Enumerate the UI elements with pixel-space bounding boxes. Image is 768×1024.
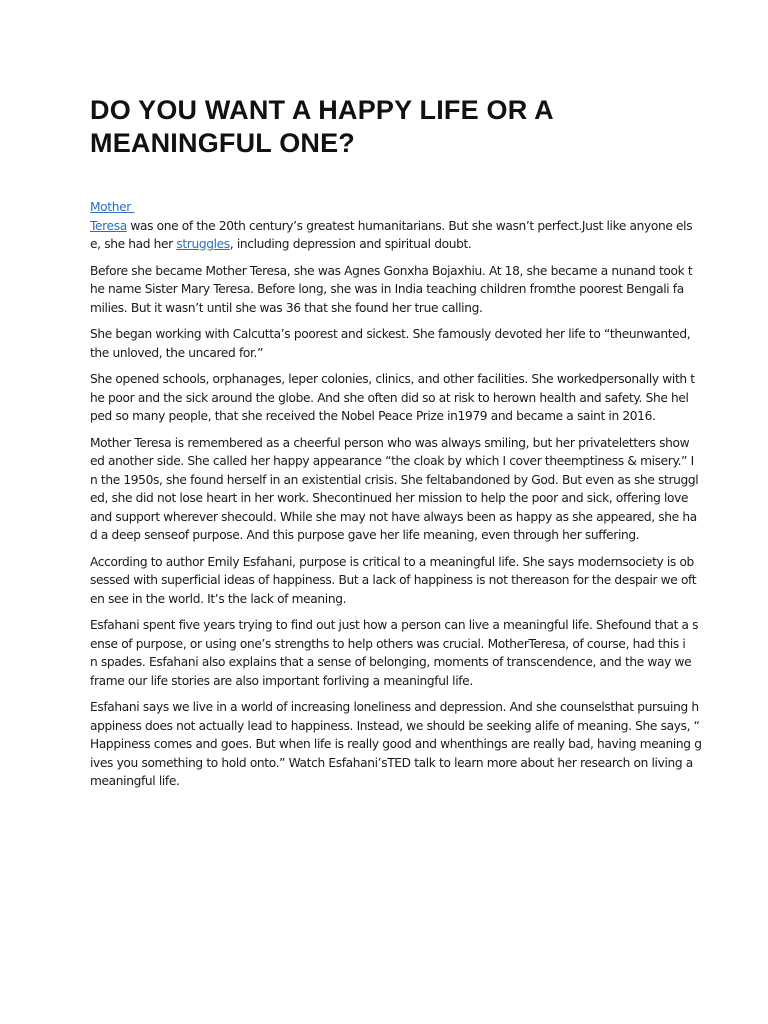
title-line: MEANINGFUL ONE? [90, 128, 355, 158]
paragraph [90, 262, 693, 318]
text-line [90, 235, 690, 254]
paragraph [90, 698, 702, 791]
text-line [90, 672, 690, 691]
text-line [90, 653, 690, 672]
text-line [90, 508, 697, 527]
text-run: he name Sister Mary Teresa. Before long, she was in India teaching children fromthe poorest Bengali fa [90, 282, 684, 296]
hyperlink[interactable]: struggles [176, 237, 230, 251]
text-run: frame our life stories are also important forliving a meaningful life. [90, 673, 473, 688]
page-title [90, 94, 554, 160]
text-line [90, 735, 702, 754]
text-line [90, 280, 690, 299]
text-run: ped so many people, that she received the Nobel Peace Prize in1979 and became a saint in 2016. [90, 409, 656, 423]
text-run: appiness does not actually lead to happiness. Instead, we should be seeking alife of meaning. She says, “ [90, 718, 700, 733]
text-line [90, 452, 694, 471]
text-line [90, 370, 695, 389]
text-line [90, 754, 693, 773]
text-run: ense of purpose, or using one’s strengths to help others was crucial. MotherTeresa, of course, had this i [90, 636, 686, 651]
text-line [90, 717, 700, 736]
paragraph [90, 325, 690, 362]
text-run: ives you something to hold onto.” Watch Esfahani’sTED talk to learn more about her research on living a [90, 755, 693, 770]
text-run: ed, she did not lose heart in her work. Shecontinued her mission to help the poor and sick, offering love [90, 491, 689, 505]
text-run: Before she became Mother Teresa, she was Agnes Gonxha Bojaxhiu. At 18, she became a nunand took t [90, 263, 693, 278]
text-run: n the 1950s, she found herself in an existential crisis. She feltabandoned by God. But even as she struggl [90, 472, 699, 487]
text-line [90, 471, 699, 490]
text-run: en see in the world. It’s the lack of meaning. [90, 591, 347, 606]
text-line [90, 344, 690, 363]
text-run: d a deep senseof purpose. And this purpose gave her life meaning, even through her suffering. [90, 528, 640, 542]
paragraph [90, 370, 695, 426]
text-line [90, 262, 693, 281]
text-run: Esfahani spent five years trying to find out just how a person can live a meaningful life. Shefound that a s [90, 618, 699, 632]
text-line [90, 389, 690, 408]
text-run: n spades. Esfahani also explains that a sense of belonging, moments of transcendence, and the way we [90, 655, 692, 669]
text-run: Happiness comes and goes. But when life is really good and whenthings are really bad, having meaning g [90, 737, 702, 751]
text-line [90, 526, 690, 545]
text-line [90, 698, 699, 717]
text-run: Mother Teresa is remembered as a cheerful person who was always smiling, but her privateletters show [90, 435, 690, 450]
text-run: meaningful life. [90, 774, 180, 788]
paragraph [90, 434, 699, 545]
text-run: he poor and the sick around the globe. And she often did so at risk to herown health and safety. She hel [90, 390, 689, 405]
text-line [90, 434, 690, 453]
text-run: ed another side. She called her happy appearance “the cloak by which I cover theemptiness & misery.” I [90, 454, 694, 468]
hyperlink[interactable]: Teresa [90, 218, 127, 233]
text-run: milies. But it wasn’t until she was 36 that she found her true calling. [90, 300, 483, 315]
title-line: DO YOU WANT A HAPPY LIFE OR A [90, 95, 554, 125]
text-run: She opened schools, orphanages, leper colonies, clinics, and other facilities. She workedpersonally with t [90, 372, 695, 386]
text-line [90, 299, 690, 318]
hyperlink[interactable]: Mother [90, 200, 135, 214]
text-line [90, 616, 699, 635]
text-run: According to author Emily Esfahani, purpose is critical to a meaningful life. She says modernsociety is ob [90, 554, 694, 569]
text-line [90, 772, 690, 791]
paragraph [90, 616, 699, 690]
text-line [90, 489, 690, 508]
text-run: She began working with Calcutta’s poorest and sickest. She famously devoted her life to “theunwanted, [90, 327, 691, 341]
text-line [90, 407, 690, 426]
text-line [90, 571, 697, 590]
paragraph [90, 198, 693, 254]
text-run: e, she had her [90, 237, 177, 251]
text-line [90, 198, 690, 217]
text-run: and support wherever shecould. While she may not have always been as happy as she appeared, she ha [90, 509, 697, 524]
text-run: , including depression and spiritual doubt. [229, 237, 472, 251]
text-line [90, 553, 694, 572]
text-line [90, 217, 693, 236]
text-run: Esfahani says we live in a world of increasing loneliness and depression. And she counselsthat pursuing h [90, 700, 699, 714]
text-line [90, 635, 690, 654]
text-run: the unloved, the uncared for.” [90, 345, 264, 360]
text-run: sessed with superficial ideas of happiness. But a lack of happiness is not thereason for the despair we oft [90, 573, 697, 587]
text-line [90, 590, 690, 609]
text-run: was one of the 20th century’s greatest humanitarians. But she wasn’t perfect.Just like anyone els [126, 218, 693, 233]
article-body [90, 198, 702, 799]
paragraph [90, 553, 697, 609]
text-line [90, 325, 690, 344]
